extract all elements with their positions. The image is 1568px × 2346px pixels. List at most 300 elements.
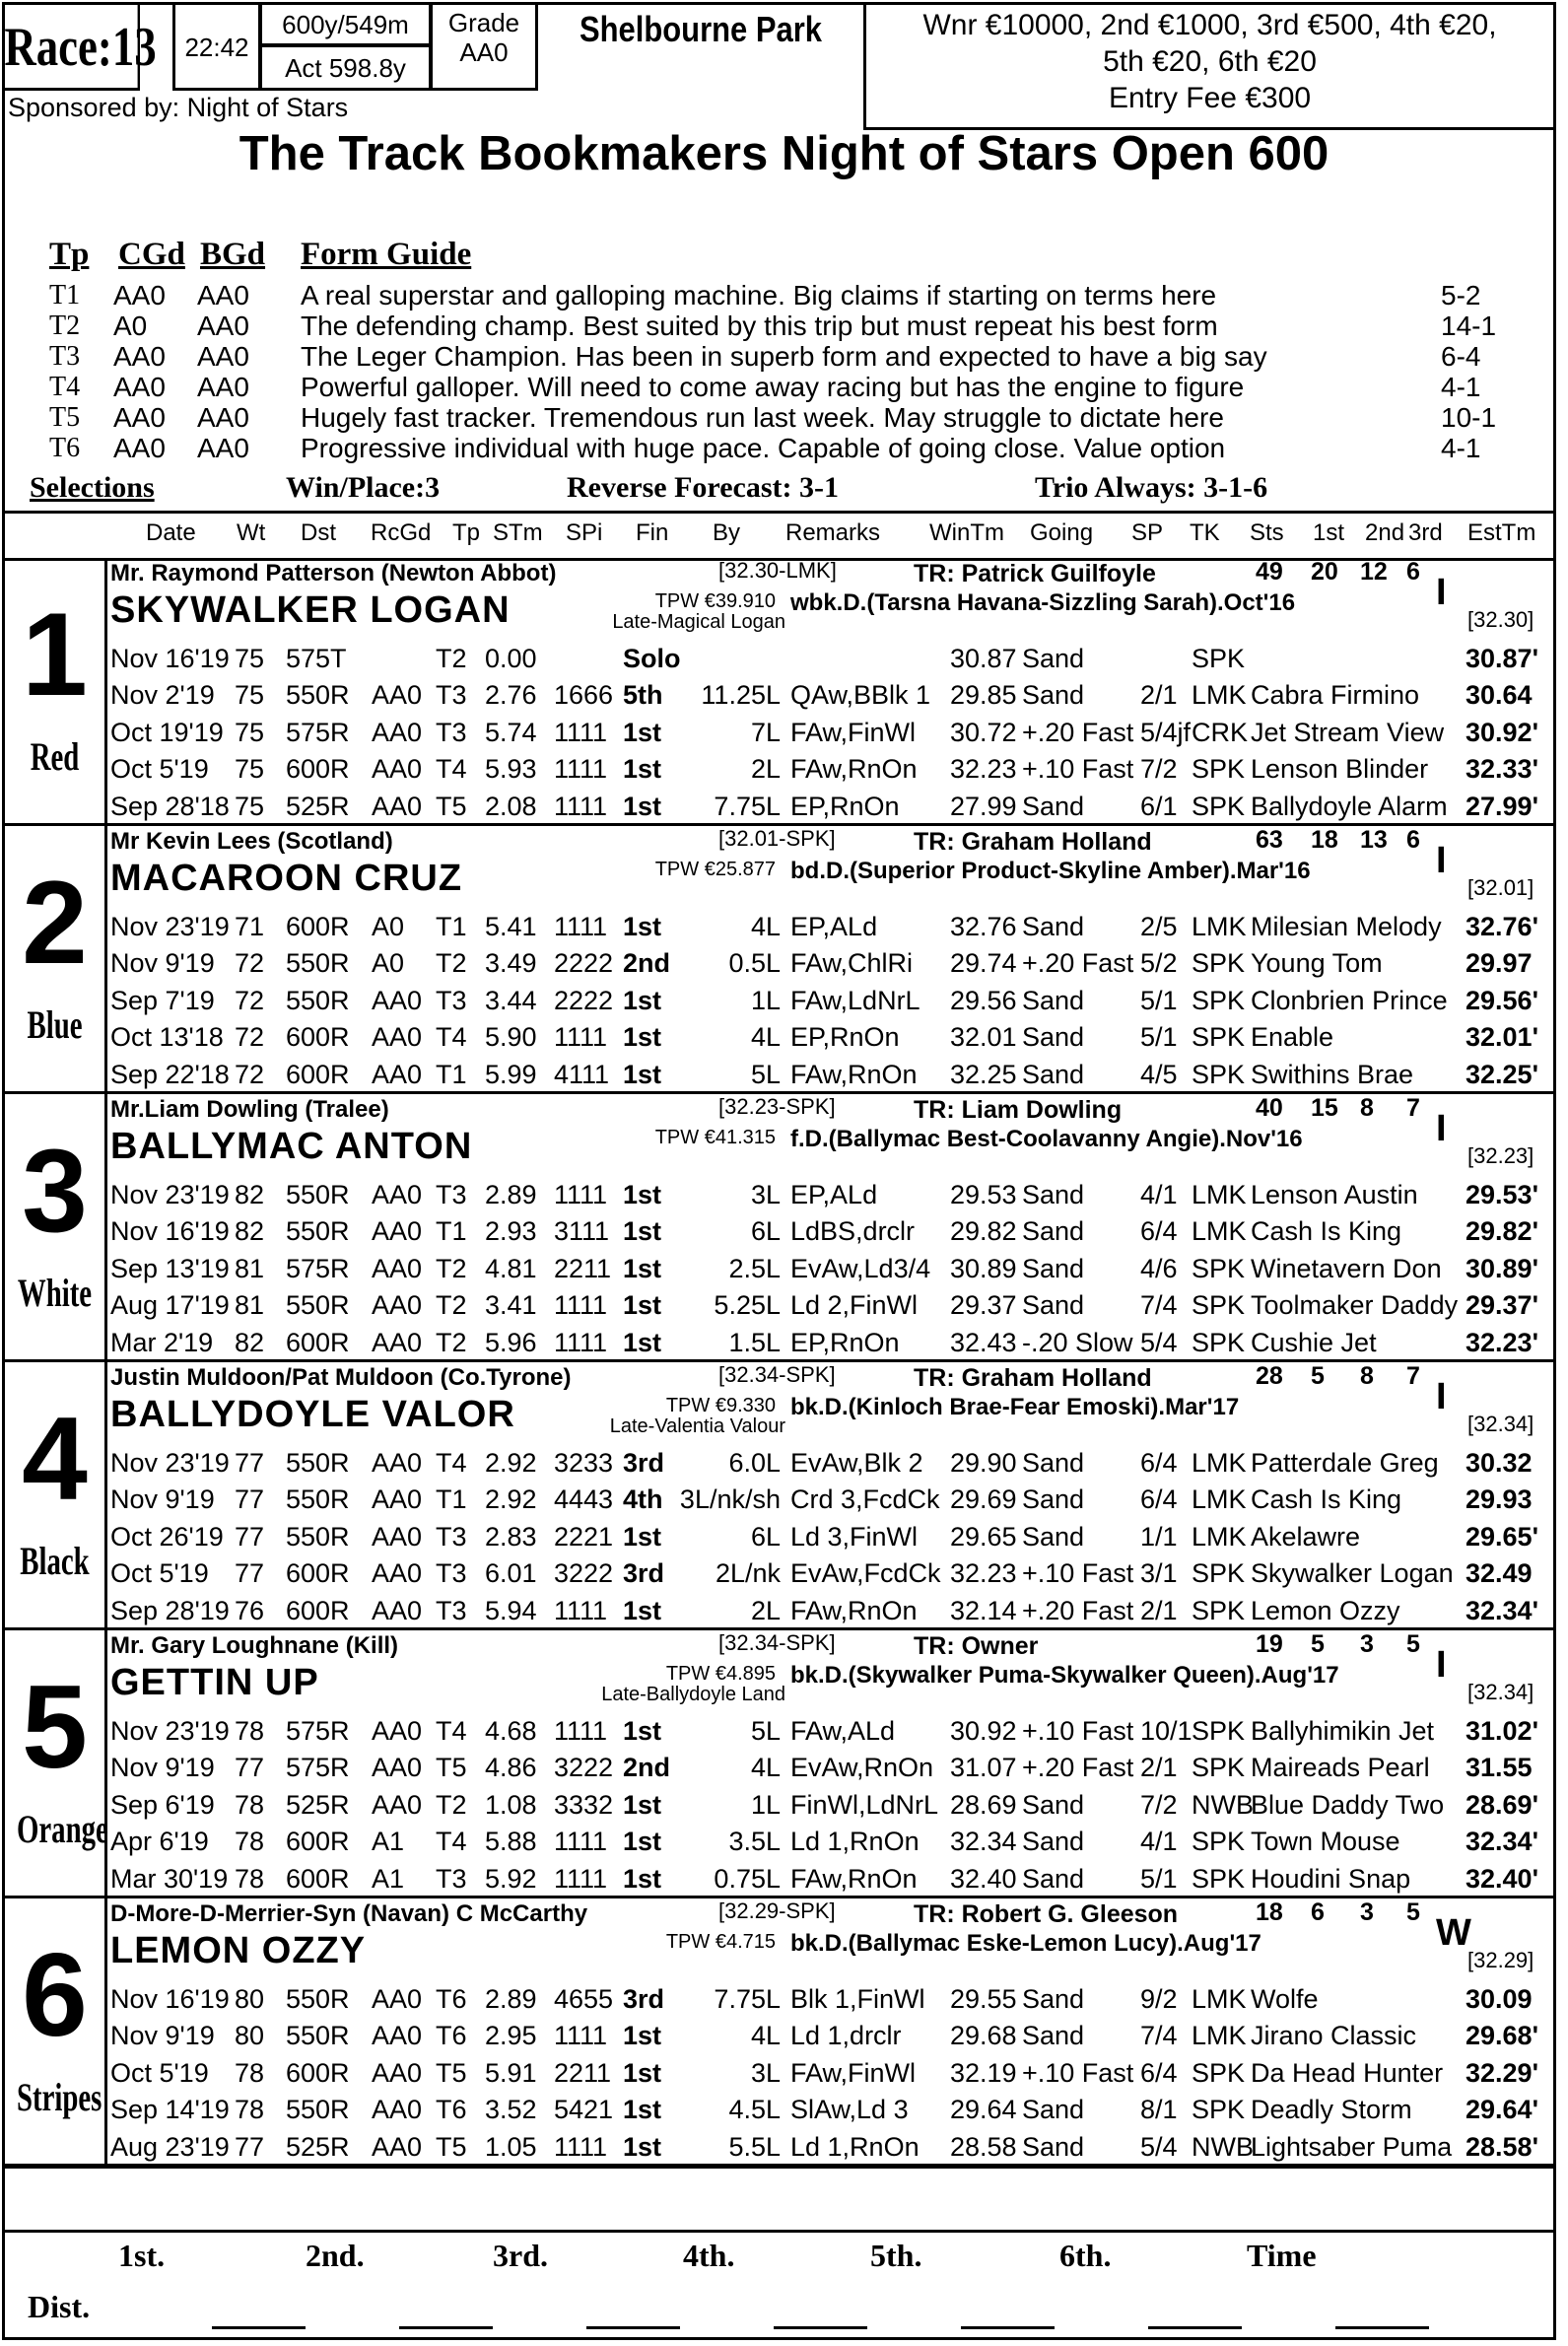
run-est-time: 29.97 [1466,948,1533,979]
column-header: Tp [452,519,481,546]
run-winner: Swithins Brae [1251,1059,1414,1089]
run-margin: 1L [750,985,781,1015]
footer-place: 4th. [683,2238,735,2273]
run-trap: T3 [436,717,467,747]
run-weight: 72 [235,1059,265,1089]
run-trap: T6 [436,2021,467,2051]
run-row [110,1325,1549,1361]
runner-mark: I [1436,1376,1447,1417]
run-distance: 525R [286,1789,350,1820]
run-sectional: 2.83 [485,1521,537,1552]
run-grade: AA0 [372,1716,423,1746]
column-header: Fin [636,519,669,546]
run-positions: 3332 [554,1789,614,1820]
run-going: Sand [1022,1253,1085,1283]
run-finish: 1st [623,717,662,747]
prize-money: TPW €41.315 [654,1127,776,1148]
run-distance: 600R [286,1327,350,1357]
fg-comment: Hugely fast tracker. Tremendous run last week. May struggle to dictate here [301,402,1224,433]
run-positions: 3222 [554,1753,614,1783]
run-track: SPK [1192,644,1246,673]
run-track: LMK [1192,1484,1247,1515]
footer-place: Time [1247,2238,1317,2273]
run-date: Nov 9'19 [110,1484,215,1515]
run-track: NWB [1192,1789,1254,1820]
run-positions: 1111 [554,1716,608,1746]
run-going: Sand [1022,1448,1085,1478]
run-date: Nov 16'19 [110,1984,230,2014]
run-finish: Solo [623,644,681,673]
run-margin: 3L [750,1180,781,1209]
run-distance: 600R [286,1595,350,1625]
run-positions: 1111 [554,1863,608,1894]
trap-colour: Stripes [16,2075,102,2119]
trap-number: 1 [22,588,88,721]
run-remarks: EP,RnOn [790,791,900,821]
run-margin: 4L [750,2021,781,2051]
run-est-time: 28.69' [1466,1789,1538,1820]
column-header: Remarks [785,519,881,546]
trap-cell [2,1630,107,1898]
entry-fee: Entry Fee €300 [1108,82,1312,114]
run-sp: 5/1 [1140,985,1178,1015]
column-header: By [713,519,741,546]
run-going: Sand [1022,791,1085,821]
footer-place: 3rd. [493,2238,548,2273]
run-est-time: 32.34' [1466,1595,1538,1625]
fg-comment: Progressive individual with huge pace. Capable of going close. Value option [301,433,1226,463]
run-sp: 6/4 [1140,2057,1178,2088]
runner-mark: I [1436,840,1447,881]
trap-colour: Orange [16,1807,108,1851]
best-time: [32.34-SPK] [718,1630,836,1655]
run-positions: 2222 [554,985,614,1015]
run-winner: Cabra Firmino [1251,680,1420,711]
run-remarks: Ld 1,RnOn [790,2131,920,2162]
divider [2,2230,1556,2233]
run-positions: 2221 [554,1521,614,1552]
run-sectional: 2.76 [485,680,537,711]
run-going: Sand [1022,1789,1085,1820]
prize-money: TPW €25.877 [654,859,776,880]
run-going: -.20 Slow [1022,1327,1133,1357]
run-going: Sand [1022,1059,1085,1089]
fg-trap: T1 [49,280,81,310]
career-third: 5 [1406,1898,1420,1926]
run-distance: 550R [286,1180,350,1209]
run-grade: AA0 [372,1984,423,2014]
run-finish: 1st [623,985,662,1015]
run-row [110,1981,1549,2018]
run-win-time: 31.07 [950,1753,1017,1783]
run-sectional: 2.08 [485,791,537,821]
run-win-time: 32.01 [950,1022,1017,1053]
dog-name: BALLYDOYLE VALOR [110,1394,515,1435]
run-sectional: 2.89 [485,1180,537,1209]
form-guide-row [0,341,1568,372]
run-sp: 7/2 [1140,754,1178,785]
run-track: SPK [1192,1059,1246,1089]
run-sp: 9/2 [1140,1984,1178,2014]
run-finish: 2nd [623,948,671,979]
column-header: Date [146,519,196,546]
run-sectional: 5.90 [485,1022,537,1053]
run-margin: 3L [750,2057,781,2088]
run-finish: 1st [623,791,662,821]
fg-odds: 6-4 [1441,341,1481,372]
run-sp: 5/4jf [1140,717,1192,747]
dog-name: SKYWALKER LOGAN [110,589,511,631]
sire-note: Late-Valentia Valour [609,1415,785,1437]
run-track: LMK [1192,912,1247,941]
run-grade: AA0 [372,680,423,711]
run-positions: 4111 [554,1059,610,1089]
run-date: Oct 5'19 [110,1558,209,1589]
run-est-time: 27.99' [1466,791,1538,821]
footer-blank-line [961,2326,1055,2329]
runner-mark: I [1436,1108,1447,1149]
trap-colour: Black [20,1539,90,1583]
trainer-name: TR: Patrick Guilfoyle [914,560,1156,587]
breeding: bd.D.(Superior Product-Skyline Amber).Mar'16 [790,858,1311,884]
run-row [110,983,1549,1019]
run-margin: 6L [750,1216,781,1247]
form-guide-row [0,280,1568,310]
dog-name: MACAROON CRUZ [110,858,463,899]
trap-cell [2,1362,107,1630]
fg-odds: 5-2 [1441,280,1481,310]
run-winner: Houdini Snap [1251,1863,1411,1894]
divider [2,511,1556,514]
run-going: +.20 Fast [1022,1753,1134,1783]
run-trap: T1 [436,1216,467,1247]
run-finish: 1st [623,1253,662,1283]
run-positions: 1111 [554,791,608,821]
column-header: 2nd [1365,519,1405,546]
run-sp: 5/2 [1140,948,1178,979]
fg-current-grade: AA0 [113,341,166,372]
column-header: Dst [301,519,336,546]
run-winner: Cash Is King [1251,1216,1402,1247]
best-time: [32.29-SPK] [718,1898,836,1923]
run-grade: AA0 [372,2021,423,2051]
run-positions: 1111 [554,717,608,747]
run-est-time: 29.53' [1466,1180,1538,1209]
run-est-time: 32.40' [1466,1863,1538,1894]
run-finish: 1st [623,1290,662,1321]
run-win-time: 29.90 [950,1448,1017,1478]
run-going: Sand [1022,1521,1085,1552]
run-est-time: 32.01' [1466,1022,1538,1053]
run-margin: 3.5L [728,1827,781,1857]
run-row [110,1251,1549,1287]
run-margin: 0.5L [728,948,781,979]
career-first: 5 [1311,1362,1325,1390]
run-win-time: 29.82 [950,1216,1017,1247]
run-finish: 1st [623,754,662,785]
run-row [110,1019,1549,1056]
owner-name: Mr.Liam Dowling (Tralee) [110,1096,389,1123]
trap-number: 4 [22,1393,88,1525]
run-sectional: 4.68 [485,1716,537,1746]
run-finish: 1st [623,912,662,941]
runner-block [2,1362,1556,1630]
run-margin: 2L [750,1595,781,1625]
run-est-time: 28.58' [1466,2131,1538,2162]
run-distance: 575R [286,1253,350,1283]
career-sts: 19 [1256,1630,1283,1658]
run-trap: T1 [436,1059,467,1089]
fg-comment: The defending champ. Best suited by this trip but must repeat his best form [301,310,1218,341]
run-margin: 7.75L [714,1984,781,2014]
est-best-time: [32.23] [1467,1143,1534,1168]
race-title: The Track Bookmakers Night of Stars Open 600 [239,127,1329,180]
selections-label: Selections [30,471,155,504]
est-best-time: [32.01] [1467,875,1534,900]
run-win-time: 32.19 [950,2057,1017,2088]
run-est-time: 29.93 [1466,1484,1533,1515]
run-win-time: 29.53 [950,1180,1017,1209]
run-weight: 80 [235,1984,265,2014]
run-grade: AA0 [372,1558,423,1589]
owner-name: Mr. Gary Loughnane (Kill) [110,1632,399,1659]
run-sectional: 3.49 [485,948,537,979]
run-track: LMK [1192,2021,1247,2051]
divider [2,2166,1556,2169]
owner-name: Mr. Raymond Patterson (Newton Abbot) [110,560,557,586]
run-sp: 4/5 [1140,1059,1178,1089]
run-date: Oct 19'19 [110,717,224,747]
run-row [110,1057,1549,1093]
run-trap: T3 [436,985,467,1015]
run-winner: Jirano Classic [1251,2021,1417,2051]
career-second: 3 [1360,1630,1374,1658]
run-weight: 77 [235,1448,265,1478]
run-winner: Ballyhimikin Jet [1251,1716,1435,1746]
footer-blank-line [399,2326,493,2329]
fg-comment: The Leger Champion. Has been in superb form and expected to have a big say [301,341,1267,372]
run-sp: 7/4 [1140,2021,1178,2051]
column-header: Wt [237,519,266,546]
run-sectional: 5.74 [485,717,537,747]
run-remarks: EvAw,Ld3/4 [790,1253,931,1283]
run-winner: Deadly Storm [1251,2095,1412,2125]
run-win-time: 29.65 [950,1521,1017,1552]
run-sp: 5/1 [1140,1022,1178,1053]
trainer-name: TR: Graham Holland [914,828,1152,856]
run-winner: Ballydoyle Alarm [1251,791,1448,821]
sire-note: Late-Ballydoyle Land [601,1684,785,1705]
run-win-time: 32.23 [950,754,1017,785]
run-grade: AA0 [372,2131,423,2162]
run-sectional: 2.95 [485,2021,537,2051]
run-distance: 600R [286,1558,350,1589]
run-finish: 1st [623,1059,662,1089]
run-track: SPK [1192,1290,1246,1321]
run-date: Nov 16'19 [110,1216,230,1247]
run-sectional: 1.05 [485,2131,537,2162]
run-date: Sep 28'19 [110,1595,230,1625]
run-finish: 1st [623,1595,662,1625]
run-remarks: EvAw,RnOn [790,1753,934,1783]
run-date: Aug 17'19 [110,1290,230,1321]
run-grade: AA0 [372,717,423,747]
run-grade: AA0 [372,1521,423,1552]
run-positions: 1111 [554,2131,608,2162]
run-weight: 78 [235,1789,265,1820]
run-grade: AA0 [372,2057,423,2088]
run-weight: 72 [235,1022,265,1053]
run-positions: 1111 [554,1290,608,1321]
prize-money: TPW €4.895 [665,1663,776,1685]
career-first: 5 [1311,1630,1325,1658]
run-going: Sand [1022,2131,1085,2162]
career-sts: 28 [1256,1362,1283,1390]
footer-blank-line [586,2326,680,2329]
fg-best-grade: AA0 [197,402,249,433]
trainer-name: TR: Graham Holland [914,1364,1152,1392]
run-est-time: 32.23' [1466,1327,1538,1357]
run-sectional: 5.91 [485,2057,537,2088]
run-win-time: 30.89 [950,1253,1017,1283]
run-row [110,1519,1549,1555]
run-sectional: 5.99 [485,1059,537,1089]
runner-block [2,1094,1556,1362]
run-date: Nov 9'19 [110,1753,215,1783]
run-winner: Toolmaker Daddy [1251,1290,1459,1321]
run-row [110,715,1549,751]
runner-block [2,1630,1556,1898]
trio: Trio Always: 3-1-6 [1035,471,1268,504]
run-weight: 82 [235,1327,265,1357]
fg-header-bgd: BGd [200,237,266,272]
run-positions: 1111 [554,754,608,785]
grade-box [430,2,538,91]
column-header: SPi [566,519,603,546]
run-finish: 3rd [623,1448,665,1478]
run-winner: Maireads Pearl [1251,1753,1430,1783]
race-distance: 600y/549m [259,2,432,46]
run-finish: 3rd [623,1558,665,1589]
run-sectional: 2.92 [485,1448,537,1478]
run-distance: 600R [286,1863,350,1894]
run-margin: 6.0L [728,1448,781,1478]
run-weight: 78 [235,1827,265,1857]
run-winner: Lemon Ozzy [1251,1595,1400,1625]
run-going: Sand [1022,1180,1085,1209]
run-weight: 75 [235,754,265,785]
run-finish: 1st [623,1216,662,1247]
run-going: +.20 Fast [1022,948,1134,979]
run-row [110,1177,1549,1213]
grade-value: AA0 [459,37,509,67]
run-margin: 3L/nk/sh [679,1484,781,1515]
run-finish: 1st [623,2095,662,2125]
run-positions: 2211 [554,2057,612,2088]
run-date: Sep 7'19 [110,985,215,1015]
career-third: 7 [1406,1362,1420,1390]
reverse-forecast: Reverse Forecast: 3-1 [567,471,839,504]
column-header: EstTm [1467,519,1536,546]
run-winner: Patterdale Greg [1251,1448,1439,1478]
runner-mark: W [1436,1912,1471,1954]
track-name: Shelbourne Park [579,9,823,49]
run-est-time: 32.25' [1466,1059,1538,1089]
fg-current-grade: AA0 [113,280,166,310]
run-going: Sand [1022,2021,1085,2051]
run-row [110,641,1549,677]
run-distance: 600R [286,1827,350,1857]
run-weight: 77 [235,1484,265,1515]
run-grade: A1 [372,1863,405,1894]
run-finish: 1st [623,1327,662,1357]
run-row [110,2055,1549,2092]
trap-colour: White [17,1271,93,1315]
run-track: LMK [1192,1180,1247,1209]
run-weight: 77 [235,1753,265,1783]
run-date: Sep 28'18 [110,791,230,821]
run-row [110,1861,1549,1898]
run-weight: 76 [235,1595,265,1625]
fg-odds: 10-1 [1441,402,1497,433]
run-sp: 2/1 [1140,1595,1178,1625]
run-weight: 75 [235,644,265,673]
dog-name: LEMON OZZY [110,1930,367,1971]
run-win-time: 30.87 [950,644,1017,673]
run-distance: 550R [286,1216,350,1247]
run-sectional: 3.41 [485,1290,537,1321]
grade-label: Grade [447,8,520,37]
run-track: SPK [1192,1595,1246,1625]
run-distance: 600R [286,1059,350,1089]
run-weight: 82 [235,1180,265,1209]
run-winner: Milesian Melody [1251,912,1442,941]
run-date: Nov 9'19 [110,948,215,979]
career-second: 8 [1360,1362,1374,1390]
run-grade: AA0 [372,1253,423,1283]
career-third: 6 [1406,826,1420,854]
career-first: 15 [1311,1094,1338,1122]
fg-header-cgd: CGd [118,237,185,272]
run-remarks: Ld 1,drclr [790,2021,902,2051]
fg-trap: T4 [49,372,81,402]
fg-trap: T3 [49,341,81,372]
prizes-line2: 5th €20, 6th €20 [1103,45,1317,78]
run-row [110,2018,1549,2054]
run-weight: 82 [235,1216,265,1247]
run-positions: 1111 [554,912,608,941]
run-remarks: EP,ALd [790,1180,878,1209]
run-remarks: QAw,BBlk 1 [790,680,931,711]
run-distance: 600R [286,2057,350,2088]
runner-mark: I [1436,572,1447,613]
run-going: Sand [1022,1022,1085,1053]
run-row [110,945,1549,982]
run-margin: 5.25L [714,1290,781,1321]
run-est-time: 32.76' [1466,912,1538,941]
run-weight: 77 [235,1558,265,1589]
career-third: 7 [1406,1094,1420,1122]
runner-mark: I [1436,1644,1447,1686]
run-track: LMK [1192,680,1247,711]
dog-name: BALLYMAC ANTON [110,1126,473,1167]
trap-cell [2,1898,107,2167]
run-row [110,1213,1549,1250]
est-best-time: [32.29] [1467,1948,1534,1972]
run-margin: 2.5L [728,1253,781,1283]
fg-comment: Powerful galloper. Will need to come away racing but has the engine to figure [301,372,1245,402]
form-guide-row [0,310,1568,341]
